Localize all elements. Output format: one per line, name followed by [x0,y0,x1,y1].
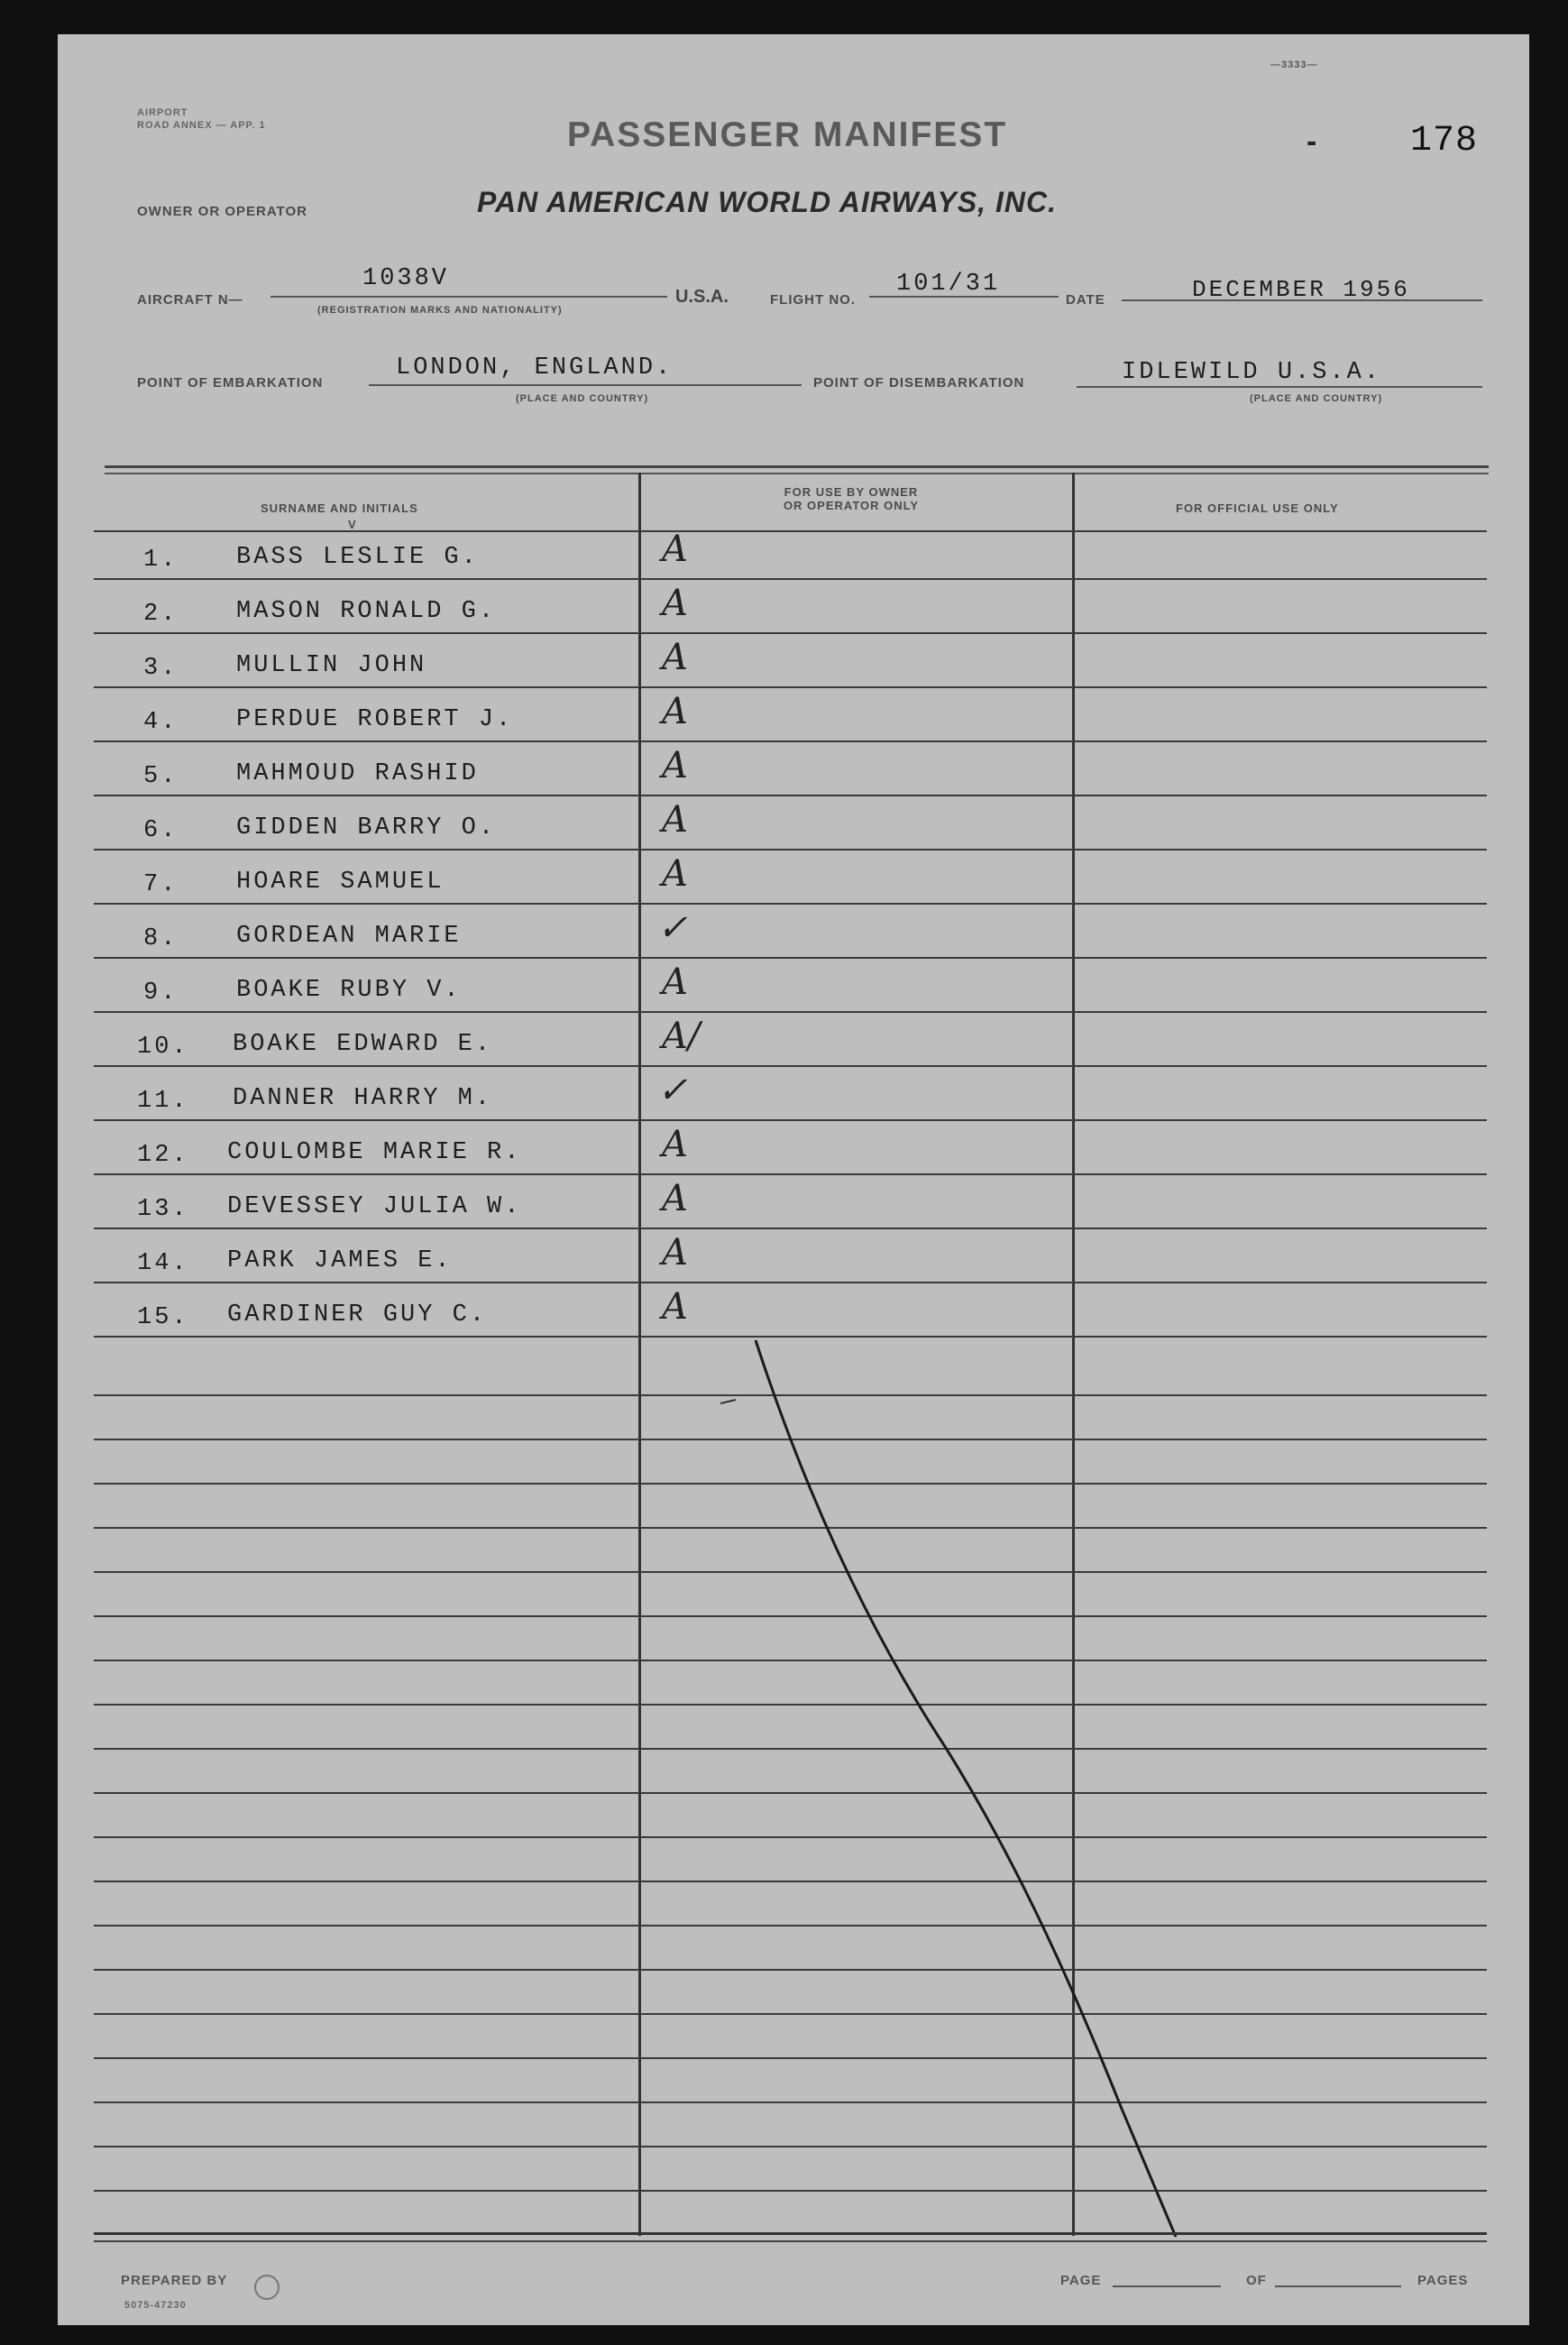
operator-mark: ✓ [657,907,688,949]
operator-mark: A [662,529,688,570]
page-underline [1113,2285,1221,2287]
strike-line [58,34,1529,2325]
operator-mark: A [662,1178,688,1219]
row-number: 9. [143,979,179,1007]
passenger-name: BASS LESLIE G. [236,544,479,571]
aircraft-label: AIRCRAFT N— [137,292,243,308]
operator-mark: A [662,799,688,841]
passenger-name: MASON RONALD G. [236,598,497,625]
stamp-circle [254,2275,280,2300]
page-label: PAGE [1060,2273,1102,2288]
flight-label: FLIGHT NO. [770,292,856,308]
form-code-bottom: 5075-47230 [124,2300,187,2311]
top-right-stamp: —3333— [1270,60,1318,70]
row-number: 3. [143,655,179,682]
operator-name: PAN AMERICAN WORLD AIRWAYS, INC. [477,186,1057,218]
operator-mark: A [662,1124,688,1165]
disembark-label: POINT OF DISEMBARKATION [813,375,1025,391]
aircraft-value: 1038V [362,265,450,292]
flight-value: 101/31 [896,271,1001,298]
col-operator-header-2: OR OPERATOR ONLY [783,499,920,512]
operator-mark: A [662,853,688,895]
col-official-header: FOR OFFICIAL USE ONLY [1176,501,1339,515]
operator-mark: ✓ [657,1070,688,1111]
passenger-name: MULLIN JOHN [236,652,427,679]
of-underline [1275,2285,1401,2287]
passenger-name: MAHMOUD RASHID [236,760,479,787]
operator-mark: A [662,1286,688,1328]
passenger-name: BOAKE RUBY V. [236,977,462,1004]
operator-mark: A [662,961,688,1003]
passenger-name: HOARE SAMUEL [236,869,445,896]
row-number: 15. [137,1304,189,1331]
row-number: 4. [143,709,179,736]
aircraft-sublabel: (REGISTRATION MARKS AND NATIONALITY) [317,305,563,316]
form-code-top-left: AIRPORT ROAD ANNEX — APP. 1 [137,107,266,131]
row-number: 7. [143,871,179,898]
page-dash: - [1307,124,1317,159]
of-label: OF [1246,2273,1267,2288]
operator-mark: A [662,1232,688,1274]
embark-sublabel: (PLACE AND COUNTRY) [516,393,649,404]
row-number: 12. [137,1142,189,1169]
col-surname-mark: V [348,518,357,531]
row-number: 10. [137,1034,189,1061]
operator-mark: A/ [662,1016,701,1057]
passenger-name: DEVESSEY JULIA W. [227,1193,522,1220]
operator-mark: A [662,691,688,732]
passenger-name: PARK JAMES E. [227,1247,453,1274]
prepared-by-label: PREPARED BY [121,2273,228,2288]
passenger-name: PERDUE ROBERT J. [236,706,514,733]
page-number: 178 [1410,121,1479,161]
row-number: 8. [143,925,179,952]
table-bottom-rule-2 [94,2240,1487,2242]
embark-value: LONDON, ENGLAND. [396,354,674,382]
col-operator-header-1: FOR USE BY OWNER [784,485,919,499]
row-number: 11. [137,1088,189,1115]
row-number: 5. [143,763,179,790]
table-bottom-rule [94,2232,1487,2235]
row-number: 2. [143,601,179,628]
manifest-document [58,34,1529,2325]
embark-label: POINT OF EMBARKATION [137,375,324,391]
usa-label: U.S.A. [675,287,729,307]
operator-mark: A [662,745,688,786]
row-number: 13. [137,1196,189,1223]
passenger-name: DANNER HARRY M. [233,1085,493,1112]
passenger-name: GIDDEN BARRY O. [236,814,497,841]
disembark-value: IDLEWILD U.S.A. [1122,359,1382,386]
date-value: DECEMBER 1956 [1192,276,1410,303]
passenger-name: GARDINER GUY C. [227,1301,488,1329]
operator-mark: A [662,637,688,678]
page-title: PASSENGER MANIFEST [567,115,1008,154]
col-surname-header: SURNAME AND INITIALS [261,501,418,515]
row-number: 6. [143,817,179,844]
row-number: 1. [143,547,179,574]
owner-label: OWNER OR OPERATOR [137,204,307,219]
passenger-name: BOAKE EDWARD E. [233,1031,493,1058]
passenger-name: GORDEAN MARIE [236,923,462,950]
date-label: DATE [1066,292,1105,308]
passenger-name: COULOMBE MARIE R. [227,1139,522,1166]
pages-label: PAGES [1417,2273,1469,2288]
disembark-sublabel: (PLACE AND COUNTRY) [1250,393,1383,404]
row-number: 14. [137,1250,189,1277]
operator-mark: A [662,583,688,624]
